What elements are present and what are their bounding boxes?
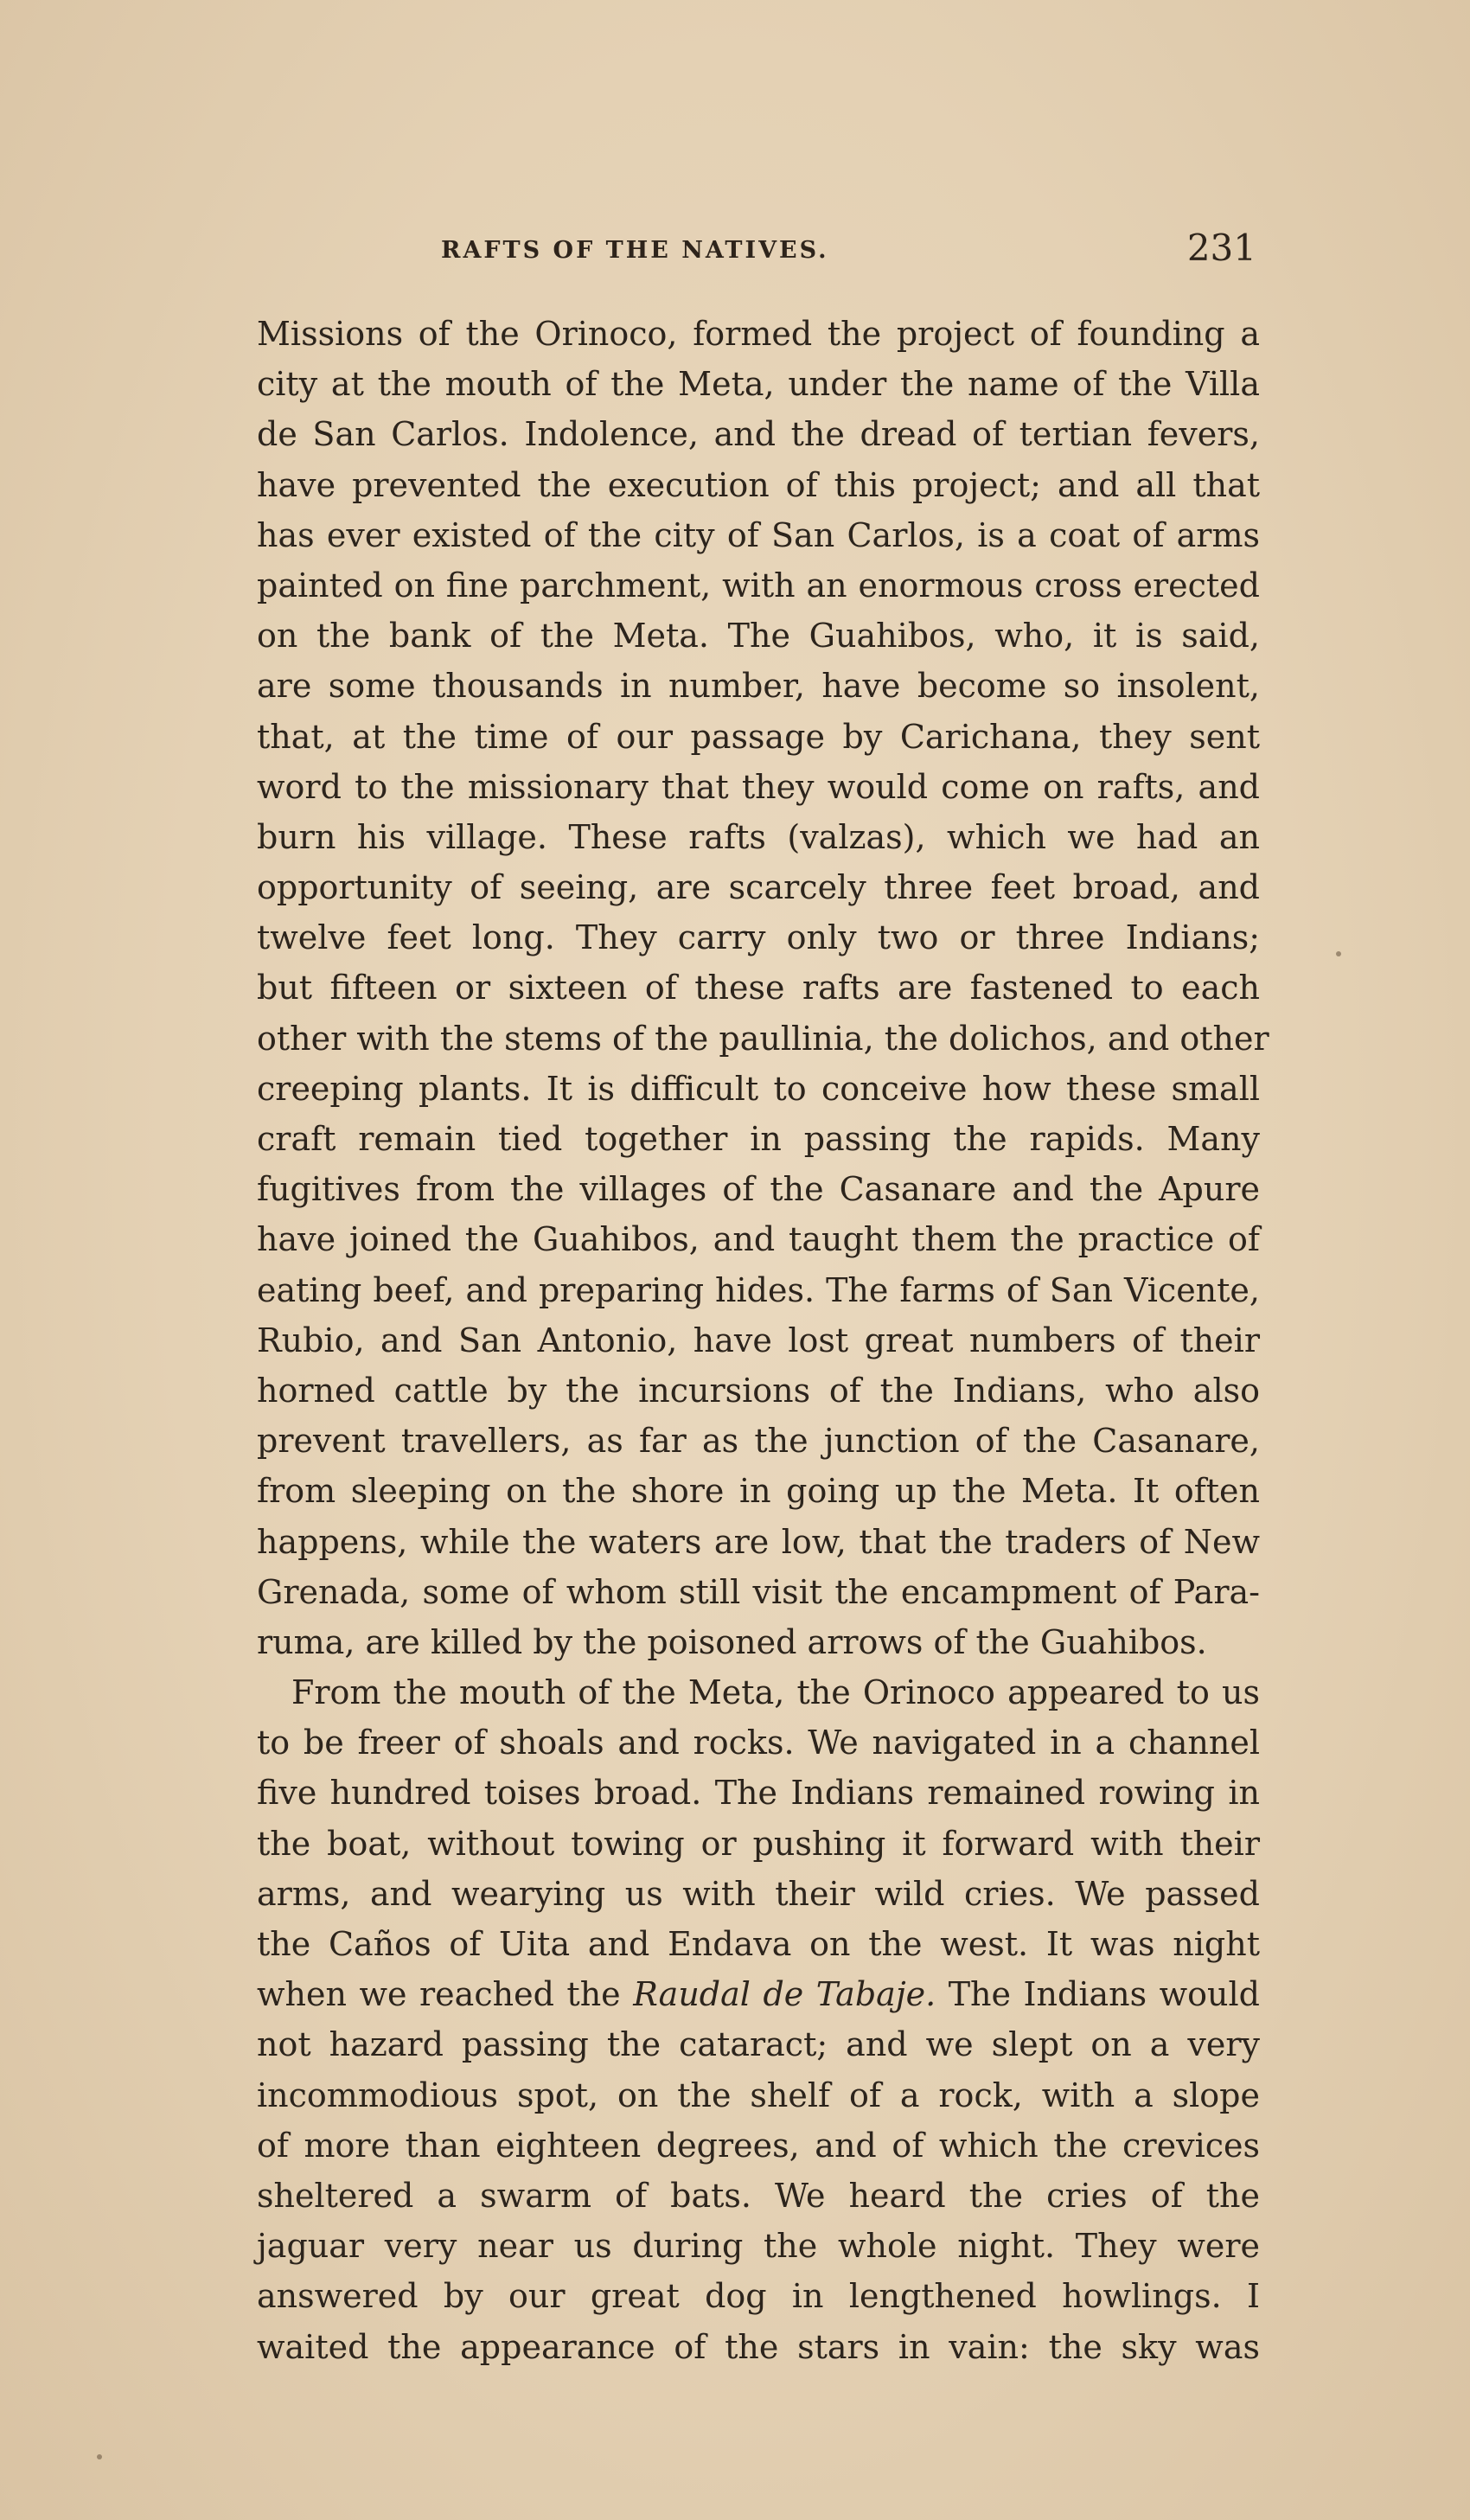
text-line: creeping plants. It is difficult to conceive how these small <box>257 1069 1260 1108</box>
text-line: twelve feet long. They carry only two or three Indians; <box>257 918 1260 957</box>
text-line: to be freer of shoals and rocks. We navigated in a channel <box>257 1724 1260 1762</box>
text-line: have prevented the execution of this project; and all that <box>257 465 1260 504</box>
text-line: from sleeping on the shore in going up the Meta. It often <box>257 1472 1260 1511</box>
text-line: de San Carlos. Indolence, and the dread of tertian fevers, <box>257 415 1260 454</box>
text-line: has ever existed of the city of San Carlos, is a coat of arms <box>257 515 1260 554</box>
text-line: the Caños of Uita and Endava on the west. It was night <box>257 1925 1260 1963</box>
italic-place-name: Raudal de Tabaje. <box>633 1975 936 2014</box>
paragraph-1 <box>257 309 1269 1667</box>
text-line: that, at the time of our passage by Carichana, they sent <box>257 717 1260 756</box>
text-line: sheltered a swarm of bats. We heard the cries of the <box>257 2176 1260 2215</box>
text-line: prevent travellers, as far as the junction of the Casanare, <box>257 1422 1260 1461</box>
paper-speck <box>1336 951 1341 956</box>
text-line: horned cattle by the incursions of the Indians, who also <box>257 1371 1260 1410</box>
paragraph-2 <box>257 1667 1260 2372</box>
text-line: craft remain tied together in passing the rapids. Many <box>257 1120 1260 1158</box>
text-line: of more than eighteen degrees, and of which the crevices <box>257 2126 1260 2165</box>
text-line: arms, and wearying us with their wild cries. We passed <box>257 1874 1260 1913</box>
text-line: Rubio, and San Antonio, have lost great numbers of their <box>257 1321 1260 1359</box>
text-line: word to the missionary that they would come on rafts, and <box>257 767 1260 806</box>
text-line: ruma, are killed by the poisoned arrows of the Guahibos. <box>257 1622 1207 1661</box>
text-line: eating beef, and preparing hides. The farms of San Vicente, <box>257 1270 1260 1309</box>
text-line: other with the stems of the paullinia, the dolichos, and other <box>257 1019 1269 1058</box>
text-span: The Indians would <box>936 1975 1260 2014</box>
text-line: fugitives from the villages of the Casanare and the Apure <box>257 1170 1260 1209</box>
text-line: five hundred toises broad. The Indians remained rowing in <box>257 1774 1260 1813</box>
text-line: city at the mouth of the Meta, under the name of the Villa <box>257 365 1260 404</box>
text-line: have joined the Guahibos, and taught them the practice of <box>257 1220 1260 1259</box>
text-line: but fifteen or sixteen of these rafts are fastened to each <box>257 969 1260 1007</box>
page-header <box>424 227 1258 278</box>
text-span: when we reached the <box>257 1975 634 2014</box>
page-number: 231 <box>1186 227 1256 269</box>
text-line: burn his village. These rafts (valzas), which we had an <box>257 817 1260 856</box>
text-line: happens, while the waters are low, that the traders of New <box>257 1522 1260 1561</box>
running-head: RAFTS OF THE NATIVES. <box>441 237 829 264</box>
text-line: From the mouth of the Meta, the Orinoco appeared to us <box>291 1673 1260 1712</box>
text-line: waited the appearance of the stars in vain: the sky was <box>257 2327 1260 2366</box>
body-text <box>257 309 1269 2372</box>
text-line: on the bank of the Meta. The Guahibos, who, it is said, <box>257 617 1260 656</box>
text-line: painted on fine parchment, with an enormous cross erected <box>257 566 1260 604</box>
text-line: answered by our great dog in lengthened howlings. I <box>257 2277 1260 2316</box>
text-line: Grenada, some of whom still visit the encampment of Para- <box>257 1572 1260 1611</box>
text-line: opportunity of seeing, are scarcely three feet broad, and <box>257 868 1260 907</box>
text-line-with-italic <box>257 1969 1260 2019</box>
text-line: incommodious spot, on the shelf of a rock, with a slope <box>257 2075 1260 2114</box>
paper-speck <box>97 2454 102 2459</box>
text-line: are some thousands in number, have become so insolent, <box>257 667 1260 706</box>
text-line: Missions of the Orinoco, formed the project of founding a <box>257 315 1260 353</box>
text-line: not hazard passing the cataract; and we slept on a very <box>257 2025 1260 2064</box>
text-line: jaguar very near us during the whole night. They were <box>257 2227 1260 2266</box>
text-line: the boat, without towing or pushing it forward with their <box>257 1824 1260 1863</box>
